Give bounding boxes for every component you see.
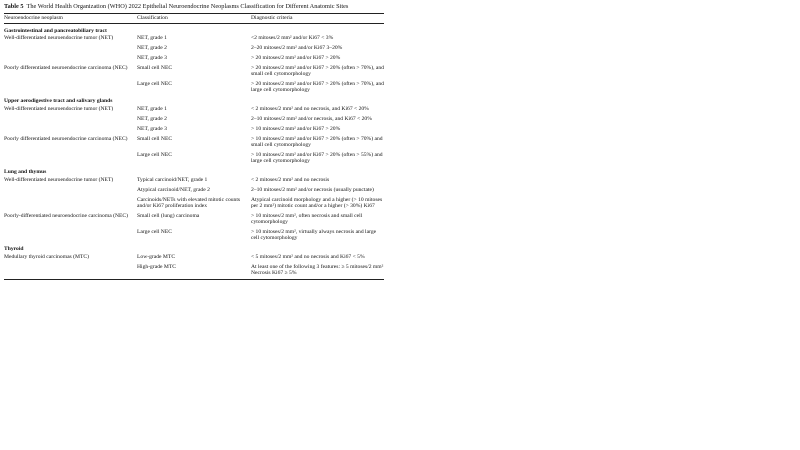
classification-cell: Large cell NEC [137, 81, 172, 88]
section-heading-row [4, 23, 384, 35]
table-row [4, 42, 384, 52]
table-header-row [4, 14, 384, 24]
table-label: Table 5 [4, 3, 24, 10]
table-row [4, 35, 384, 43]
section-title: Lung and thymus [4, 169, 47, 176]
section-title: Gastrointestinal and pancreatobiliary tract [4, 27, 107, 34]
table-row [4, 226, 384, 242]
neoplasm-cell [4, 184, 137, 194]
classification-table [4, 13, 384, 280]
table-row [4, 123, 384, 133]
neoplasm-cell [4, 149, 137, 165]
table-row [4, 106, 384, 114]
classification-cell: Low-grade MTC [137, 253, 176, 260]
criteria-cell: > 20 mitoses/2 mm² and/or Ki67 > 20% (often > 70%), and large cell cytomorphology [251, 81, 384, 94]
neoplasm-cell: Well-differentiated neuroendocrine tumor (NET) [4, 176, 114, 183]
document-page [4, 3, 384, 280]
criteria-cell: Atypical carcinoid morphology and a higher (> 10 mitoses per 2 mm²) mitotic count and/or a higher (> 30%) Ki67 [251, 196, 383, 209]
header-criteria: Diagnostic criteria [251, 15, 293, 21]
criteria-cell: < 2 mitoses/2 mm² and no necrosis [251, 176, 330, 183]
classification-cell: Typical carcinoid/NET, grade 1 [137, 176, 208, 183]
table-caption [4, 3, 384, 11]
table-row [4, 113, 384, 123]
criteria-cell: > 10 mitoses/2 mm², often necrosis and small cell cytomorphology [251, 212, 363, 226]
table-title: The World Health Organization (WHO) 2022 Epithelial Neuroendocrine Neoplasms Classification for Different Anatomic Sites [26, 3, 349, 10]
classification-cell: NET, grade 2 [137, 116, 167, 123]
table-row [4, 133, 384, 149]
section-heading-row [4, 94, 384, 105]
section-heading-row [4, 242, 384, 253]
section-heading-row [4, 165, 384, 176]
classification-cell: Carcinoids/NETs with elevated mitotic counts and/or Ki67 proliferation index [137, 196, 241, 209]
classification-cell: NET, grade 1 [137, 35, 167, 42]
table-row [4, 149, 384, 165]
table-row [4, 176, 384, 184]
criteria-cell: At least one of the following 3 features: ≥ 5 mitoses/2 mm² Necrosis Ki67 ≥ 5% [251, 261, 384, 280]
neoplasm-cell: Well-differentiated neuroendocrine tumor (NET) [4, 106, 114, 113]
classification-cell: NET, grade 2 [137, 45, 167, 52]
neoplasm-cell [4, 194, 137, 210]
header-classification: Classification [137, 15, 168, 21]
section-title: Upper aerodigestive tract and salivary glands [4, 98, 113, 105]
classification-cell: Small cell NEC [137, 135, 173, 142]
classification-cell: NET, grade 1 [137, 106, 167, 113]
criteria-cell: > 20 mitoses/2 mm² and/or Ki67 > 20% [251, 55, 341, 62]
neoplasm-cell: Medullary thyroid carcinomas (MTC) [4, 253, 89, 260]
classification-cell: Large cell NEC [137, 152, 172, 158]
neoplasm-cell: Well-differentiated neuroendocrine tumor (NET) [4, 35, 114, 42]
neoplasm-cell: Poorly differentiated neuroendocrine carcinoma (NEC) [4, 135, 128, 142]
criteria-cell: < 2 mitoses/2 mm² and no necrosis, and Ki67 < 20% [251, 106, 369, 113]
classification-cell: Large cell NEC [137, 228, 172, 235]
neoplasm-cell [4, 226, 137, 242]
neoplasm-cell [4, 261, 137, 280]
criteria-cell: 2–10 mitoses/2 mm² and/or necrosis, and Ki67 < 20% [251, 116, 372, 123]
criteria-cell: > 20 mitoses/2 mm² and/or Ki67 > 20% (often > 70%), and small cell cytomorphology [251, 65, 384, 78]
neoplasm-cell: Poorly-differentiated neuroendocrine carcinoma (NEC) [4, 212, 128, 219]
classification-cell: High-grade MTC [137, 261, 251, 280]
table-row [4, 261, 384, 280]
table-row [4, 62, 384, 78]
criteria-cell: > 10 mitoses/2 mm², virtually always necrosis and large cell cytomorphology [251, 228, 377, 242]
criteria-cell: > 10 mitoses/2 mm² and/or Ki67 > 20% [251, 126, 341, 133]
neoplasm-cell [4, 52, 137, 62]
table-body [4, 23, 384, 280]
classification-cell: Small cell NEC [137, 65, 173, 72]
criteria-cell: <2 mitoses/2 mm² and/or Ki67 < 3% [251, 35, 334, 42]
neoplasm-cell [4, 123, 137, 133]
header-neoplasm: Neuroendocrine neoplasm [4, 15, 63, 21]
neoplasm-cell [4, 42, 137, 52]
table-row [4, 194, 384, 210]
classification-cell: Atypical carcinoid/NET, grade 2 [137, 186, 210, 193]
table-row [4, 184, 384, 194]
criteria-cell: 2–20 mitoses/2 mm² and/or Ki67 3–20% [251, 45, 343, 52]
table-row [4, 210, 384, 226]
section-title: Thyroid [4, 246, 24, 253]
classification-cell: Small cell (lung) carcinoma [137, 212, 200, 219]
table-row [4, 78, 384, 94]
criteria-cell: > 10 mitoses/2 mm² and/or Ki67 > 20% (often > 55%) and large cell cytomorphology [251, 152, 383, 165]
classification-cell: NET, grade 3 [137, 126, 167, 133]
neoplasm-cell [4, 113, 137, 123]
neoplasm-cell: Poorly differentiated neuroendocrine carcinoma (NEC) [4, 65, 128, 72]
table-row [4, 52, 384, 62]
neoplasm-cell [4, 78, 137, 94]
criteria-cell: 2–10 mitoses/2 mm² and/or necrosis (usually punctate) [251, 186, 374, 193]
criteria-cell: < 5 mitoses/2 mm² and no necrosis and Ki67 < 5% [251, 253, 365, 260]
criteria-cell: > 10 mitoses/2 mm² and/or Ki67 > 20% (often > 70%) and small cell cytomorphology [251, 135, 383, 149]
classification-cell: NET, grade 3 [137, 55, 167, 62]
table-row [4, 253, 384, 261]
